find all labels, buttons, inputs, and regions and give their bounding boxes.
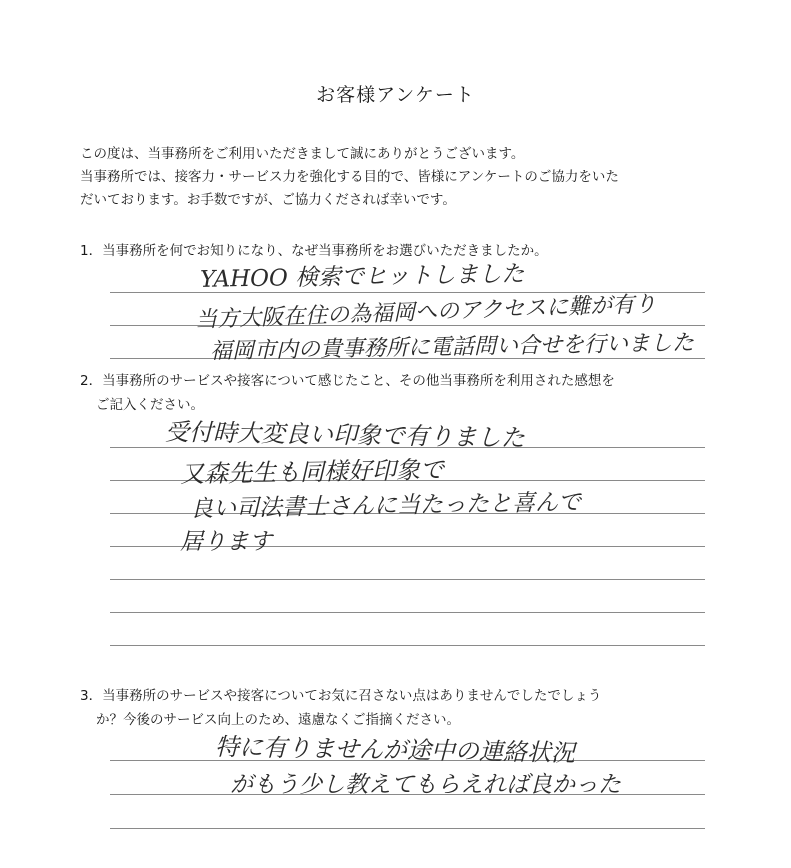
answer-3-line-1: 特に有りませんが途中の連絡状況 (214, 732, 576, 768)
answer-1-line-2: 当方大阪在住の為福岡へのアクセスに難が有り (194, 291, 657, 334)
answer-2-line-1: 受付時大変良い印象で有りました (164, 417, 526, 453)
answer-2-line-3: 良い司法書士さんに当たったと喜んで (189, 489, 582, 523)
question-3-line-1: 3．当事務所のサービスや接客についてお気に召さない点はありませんでしたでしょう (80, 688, 602, 704)
question-2-line-2: ご記入ください。 (96, 397, 204, 413)
answer-1-line-3: 福岡市内の貴事務所に電話問い合せを行いました (209, 330, 695, 365)
intro-text (80, 143, 740, 212)
intro-line-3: だいております。お手数ですが、ご協力くだされば幸いです。 (80, 192, 456, 208)
answer-line (110, 579, 705, 580)
question-3-line-2: か？今後のサービス向上のため、遠慮なくご指摘ください。 (96, 712, 460, 728)
question-1: 1．当事務所を何でお知りになり、なぜ当事務所をお選びいただきましたか。 (80, 243, 548, 259)
answer-line (110, 828, 705, 829)
answer-3-line-2: がもう少し教えてもらえれば良かった (230, 772, 621, 798)
question-2-line-1: 2．当事務所のサービスや接客について感じたこと、その他当事務所を利用された感想を (80, 373, 615, 389)
answer-line (110, 612, 705, 613)
answer-line (110, 645, 705, 646)
answer-1-line-1: YAHOO 検索でヒットしました (199, 261, 525, 293)
page-title: お客様アンケート (316, 84, 475, 106)
intro-line-1: この度は、当事務所をご利用いただきまして誠にありがとうございます。 (80, 146, 525, 162)
intro-line-2: 当事務所では、接客力・サービス力を強化する目的で、皆様にアンケートのご協力をいた (80, 169, 619, 185)
answer-2-line-2: 又森先生も同様好印象で (179, 455, 445, 489)
answer-2-line-4: 居ります (180, 529, 272, 555)
